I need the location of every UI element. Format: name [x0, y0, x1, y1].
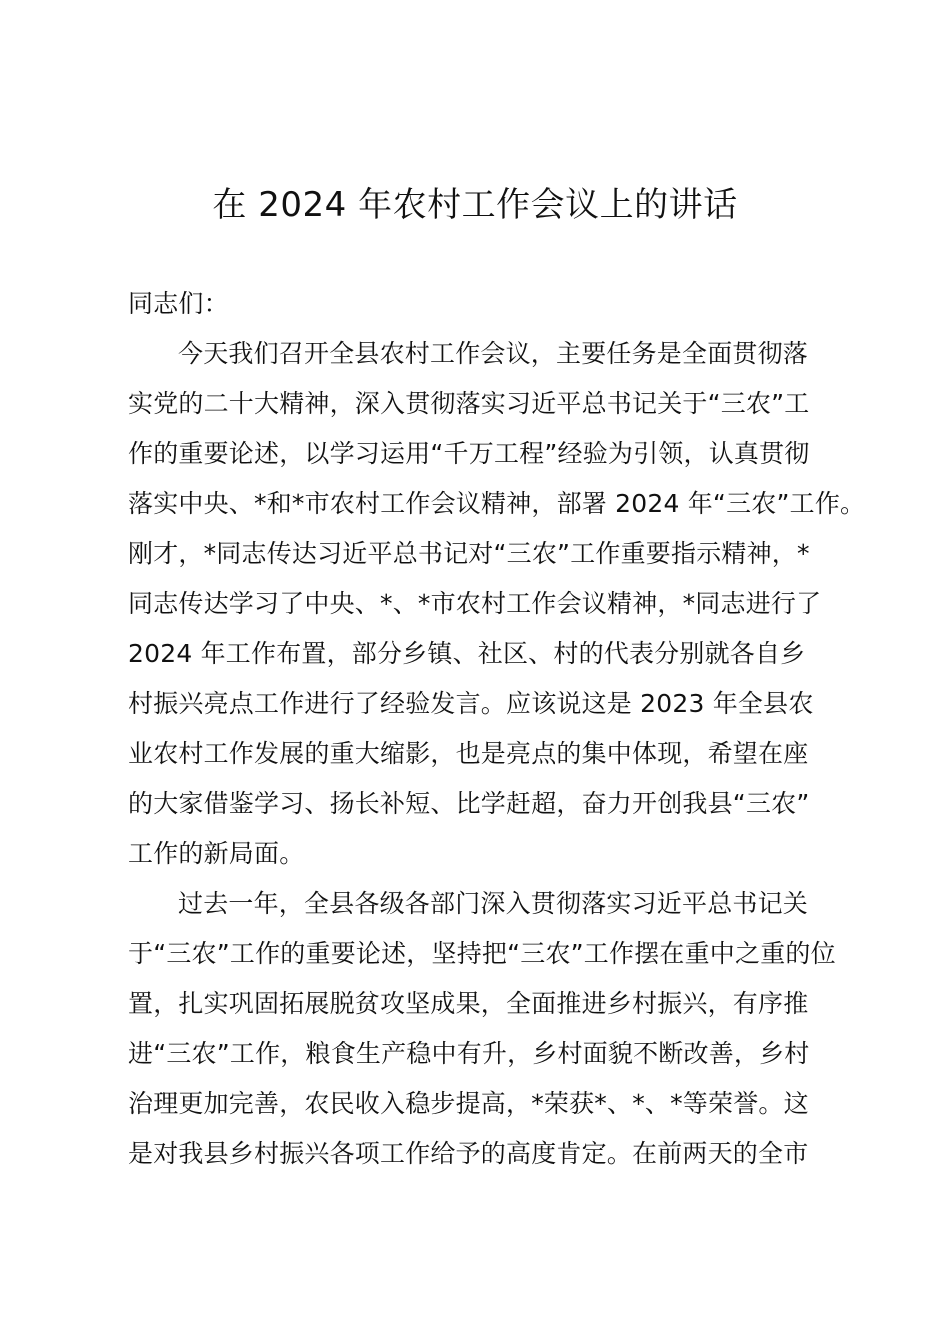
text-line: 同志传达学习了中央、*、*市农村工作会议精神，*同志进行了 [128, 589, 822, 618]
text-line: 工作的新局面。 [128, 839, 305, 868]
text-line: 作的重要论述，以学习运用“千万工程”经验为引领，认真贯彻 [128, 439, 810, 468]
text-line: 实党的二十大精神，深入贯彻落实习近平总书记关于“三农”工 [128, 389, 810, 418]
text-line: 置，扎实巩固拓展脱贫攻坚成果，全面推进乡村振兴，有序推 [128, 989, 809, 1018]
text-line: 于“三农”工作的重要论述，坚持把“三农”工作摆在重中之重的位 [128, 939, 836, 968]
text-line: 村振兴亮点工作进行了经验发言。应该说这是 2023 年全县农 [128, 689, 814, 718]
text-line: 进“三农”工作，粮食生产稳中有升，乡村面貌不断改善，乡村 [128, 1039, 810, 1068]
text-line: 落实中央、*和*市农村工作会议精神，部署 2024 年“三农”工作。 [128, 489, 866, 518]
document-title: 在 2024 年农村工作会议上的讲话 [212, 185, 738, 225]
text-line: 2024 年工作布置，部分乡镇、社区、村的代表分别就各自乡 [128, 639, 806, 668]
text-line: 业农村工作发展的重大缩影，也是亮点的集中体现，希望在座 [128, 739, 809, 768]
text-line: 今天我们召开全县农村工作会议，主要任务是全面贯彻落 [178, 339, 809, 368]
text-line: 的大家借鉴学习、扬长补短、比学赶超，奋力开创我县“三农” [128, 789, 810, 818]
text-line: 治理更加完善，农民收入稳步提高，*荣获*、*、*等荣誉。这 [128, 1089, 809, 1118]
salutation: 同志们： [128, 289, 229, 318]
text-line: 过去一年，全县各级各部门深入贯彻落实习近平总书记关 [178, 889, 809, 918]
text-line: 是对我县乡村振兴各项工作给予的高度肯定。在前两天的全市 [128, 1139, 809, 1168]
text-line: 刚才，*同志传达习近平总书记对“三农”工作重要指示精神，* [128, 539, 810, 568]
